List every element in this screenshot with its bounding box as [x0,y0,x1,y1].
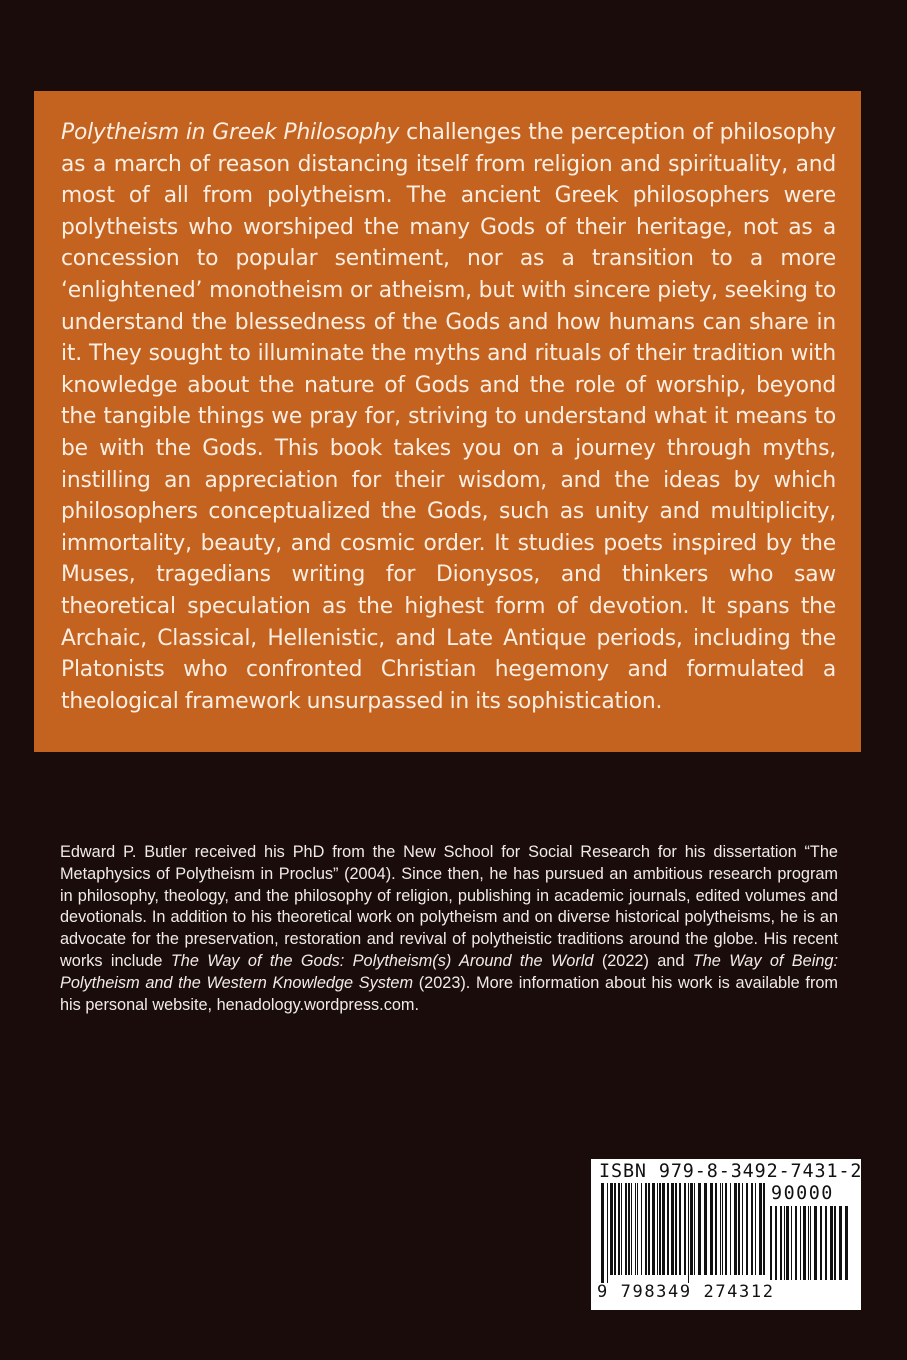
author-bio [60,842,838,1016]
barcode-bar [645,1183,647,1275]
barcode-bar [688,1183,689,1283]
barcode-bar [734,1183,737,1275]
barcode-bar [825,1206,827,1280]
blurb-text [61,117,836,717]
barcode-bar [738,1183,740,1275]
barcode-bar [725,1183,727,1275]
barcode-bar [610,1183,613,1275]
bio-text-2: (2022) and [593,951,693,970]
barcode-bar [730,1183,731,1275]
barcode-bar [775,1206,777,1280]
barcode-bar [684,1183,686,1275]
barcode-bar [694,1183,695,1275]
barcode-bar [834,1206,836,1280]
barcode-bar [635,1183,636,1275]
barcode-bar [751,1183,753,1275]
barcode-bar [618,1183,620,1275]
barcode-bar [710,1183,713,1275]
ean-barcode-graphic [601,1183,765,1283]
barcode-bar [607,1183,608,1283]
barcode-bar [722,1183,723,1275]
barcode-bar [648,1183,650,1275]
bio-text-3: (2023). More information about his work is available from his personal website, henadology.wordpress.com. [60,973,838,1014]
barcode-bar [641,1183,642,1275]
barcode-bar [720,1183,721,1275]
barcode-bar [839,1206,842,1280]
barcode-bar [845,1206,848,1280]
barcode-bar [637,1183,638,1275]
bio-text-1: Edward P. Butler received his PhD from the New School for Social Research for his dissertation “The Metaphysics of Polytheism in Proclus” (2004). Since then, he has pursued an ambitious research program in philosophy, theology, and the philosophy of religion, publishing in academic journals, edited volumes and devotionals. In addition to his theoretical work on polytheism and on diverse historical polytheisms, he is an advocate for the preservation, restoration and revival of polytheistic traditions around the globe. His recent works include [60,843,838,970]
barcode-bar [671,1183,674,1275]
barcode-bar [704,1183,707,1275]
barcode-bar [690,1183,693,1275]
book-title: Polytheism in Greek Philosophy [61,120,400,145]
barcode-bar [784,1206,785,1280]
barcode-bar [657,1183,658,1275]
barcode-bar [659,1183,661,1275]
ean-digits: 9 798349 274312 [597,1282,775,1302]
barcode-bar [780,1206,782,1280]
isbn-label: ISBN 979-8-3492-7431-2 [599,1161,863,1182]
barcode-bar [652,1183,655,1275]
barcode-bar [631,1183,632,1275]
barcode-bar [763,1183,765,1275]
barcode-bar [662,1183,665,1275]
barcode-bar [667,1183,669,1275]
barcode-bar [795,1206,797,1280]
barcode-bar [614,1183,616,1275]
barcode-bar [742,1183,743,1275]
barcode-bar [820,1206,822,1280]
barcode-bar [786,1206,789,1280]
barcode-bar [803,1206,806,1280]
barcode-bar [814,1206,817,1280]
barcode-bar [800,1206,801,1280]
blurb-body: challenges the perception of philosophy as a march of reason distancing itself from religion and spirituality, and most of all from polytheism. The ancient Greek philosophers were polytheists who worshiped the many Gods of their heritage, not as a concession to popular sentiment, nor as a transition to a more ‘enlightened’ monotheism or atheism, but with sincere piety, seeking to understand the blessedness of the Gods and how humans can share in it. They sought to illuminate the myths and rituals of their tradition with knowledge about the nature of Gods and the role of worship, beyond the tangible things we pray for, striving to understand what it means to be with the Gods. This book takes you on a journey through myths, instilling an appreciation for their wisdom, and the ideas by which philosophers conceptualized the Gods, such as unity and multiplicity, immortality, beauty, and cosmic order. It studies poets inspired by the Muses, tragedians writing for Dionysos, and thinkers who saw theoretical speculation as the highest form of devotion. It spans the Archaic, Classical, Hellenistic, and Late Antique periods, including the Platonists who confronted Christian hegemony and formulated a theological framework unsurpassed in its sophistication. [61,120,837,714]
addon-barcode-graphic [770,1206,850,1283]
barcode-bar [808,1206,809,1280]
barcode-bar [715,1183,717,1275]
barcode-bar [675,1183,677,1275]
barcode-bar [625,1183,627,1275]
barcode-bar [810,1206,811,1280]
barcode-bar [679,1183,681,1275]
barcode-bar [628,1183,630,1275]
barcode-bar [755,1183,756,1275]
barcode-bar [746,1183,748,1275]
barcode-block [591,1159,861,1310]
barcode-bar [759,1183,762,1275]
barcode-bar [770,1206,772,1280]
barcode-bar [621,1183,622,1275]
barcode-bar [698,1183,701,1275]
barcode-bar [791,1206,792,1280]
barcode-bar [601,1183,604,1283]
blurb-panel [34,91,861,752]
book-title-way-of-gods: The Way of the Gods: Polytheism(s) Around the World [170,951,594,970]
barcode-bar [830,1206,833,1280]
book-title-way-of-being: The Way of Being: Polytheism and the Western Knowledge System [60,951,838,992]
price-code: 90000 [771,1183,834,1204]
